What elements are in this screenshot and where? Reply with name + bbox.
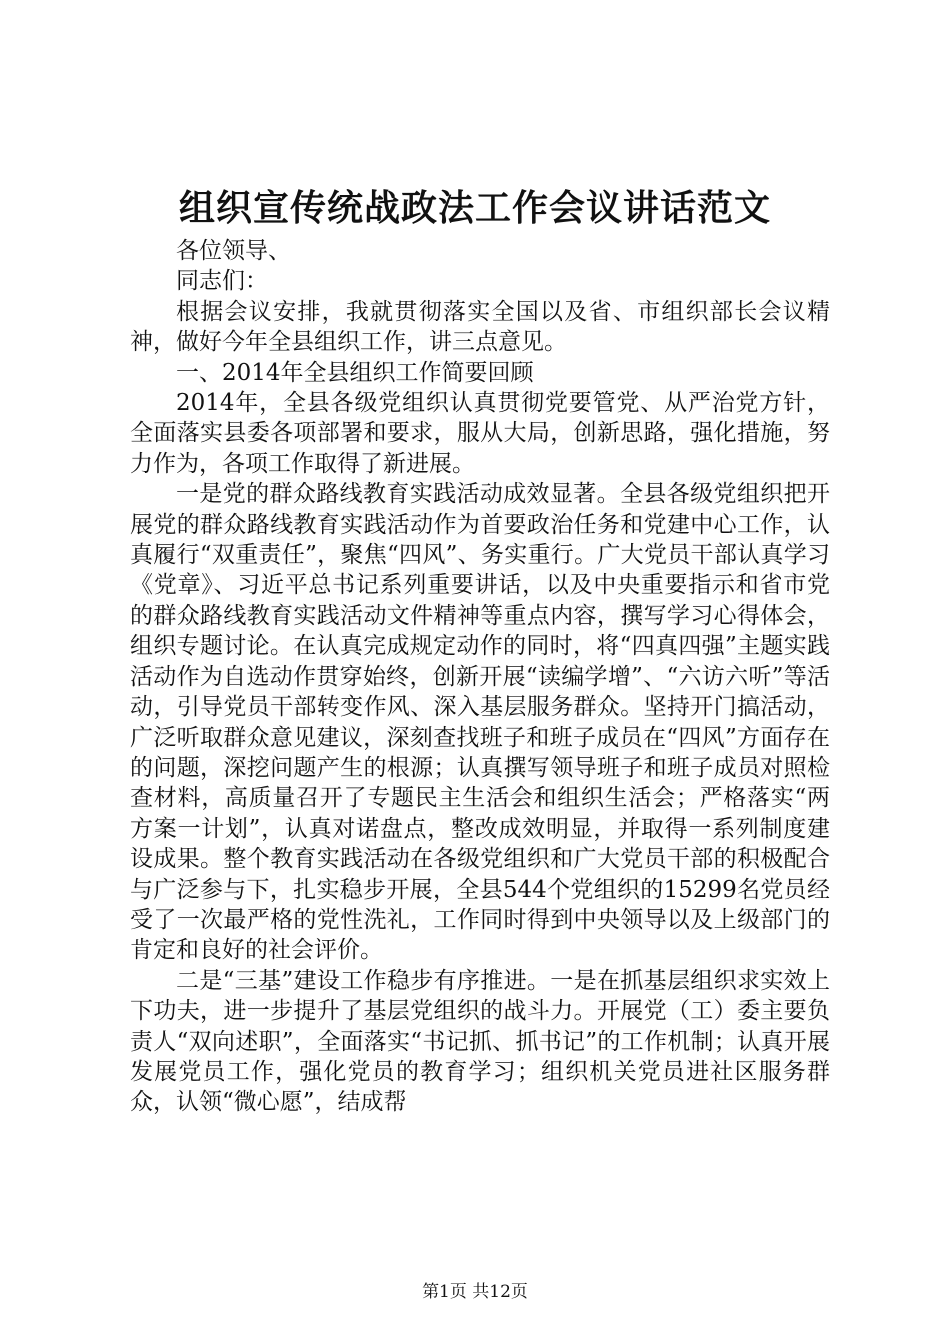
document-body [130,236,830,1118]
salutation-leaders: 各位领导、 [176,238,291,264]
section-heading-1: 一、2014年全县组织工作简要回顾 [176,359,534,386]
page-number: 第1页 共12页 [422,1282,528,1302]
paragraph-point-two: 二是“三基”建设工作稳步有序推进。一是在抓基层组织求实效上下功夫，进一步提升了基层党组织的战斗力。开展党（工）委主要负责人“双向述职”，全面落实“书记抓、抓书记”的工作机制；认真开展发展党员工作，强化党员的教育学习；组织机关党员进社区服务群众，认领“微心愿”，结成帮 [130,967,830,1116]
document-title: 组织宣传统战政法工作会议讲话范文 [178,187,771,229]
paragraph-intro: 根据会议安排，我就贯彻落实全国以及省、市组织部长会议精神，做好今年全县组织工作，讲三点意见。 [130,298,830,356]
paragraph-overview: 2014年，全县各级党组织认真贯彻党要管党、从严治党方针，全面落实县委各项部署和要求，服从大局，创新思路，强化措施，努力作为，各项工作取得了新进展。 [130,390,830,477]
paragraph-point-one: 一是党的群众路线教育实践活动成效显著。全县各级党组织把开展党的群众路线教育实践活动作为首要政治任务和党建中心工作，认真履行“双重责任”，聚焦“四风”、务实重行。广大党员干部认真学习《党章》、习近平总书记系列重要讲话，以及中央重要指示和省市党的群众路线教育实践活动文件精神等重点内容，撰写学习心得体会，组织专题讨论。在认真完成规定动作的同时，将“四真四强”主题实践活动作为自选动作贯穿始终，创新开展“读编学增”、“六访六听”等活动，引导党员干部转变作风、深入基层服务群众。坚持开门搞活动，广泛听取群众意见建议，深刻查找班子和班子成员在“四风”方面存在的问题，深挖问题产生的根源；认真撰写领导班子和班子成员对照检查材料，高质量召开了专题民主生活会和组织生活会；严格落实“两方案一计划”，认真对诺盘点，整改成效明显，并取得一系列制度建设成果。整个教育实践活动在各级党组织和广大党员干部的积极配合与广泛参与下，扎实稳步开展，全县544个党组织的15299名党员经受了一次最严格的党性洗礼，工作同时得到中央领导以及上级部门的肯定和良好的社会评价。 [130,481,830,964]
salutation-comrades: 同志们： [176,268,268,295]
